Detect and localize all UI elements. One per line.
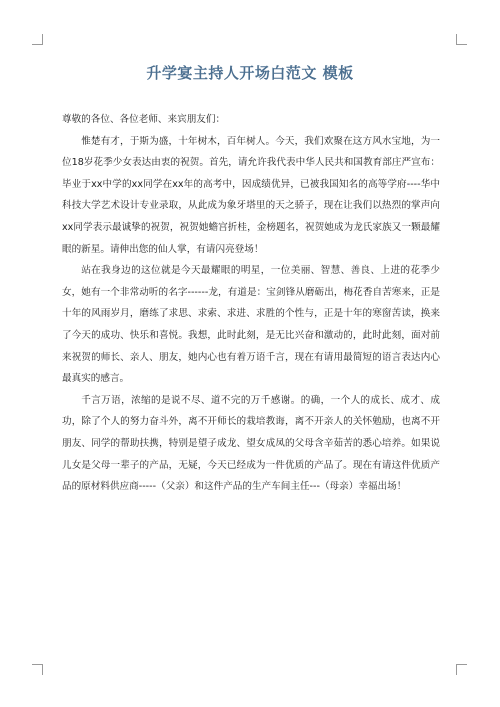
document-title: 升学宴主持人开场白范文 模板 (146, 64, 354, 82)
document-body (62, 109, 440, 498)
crop-mark-top-right (456, 34, 467, 45)
crop-mark-bottom-right (456, 664, 467, 675)
body-paragraph: 惟楚有才，于斯为盛，十年树木，百年树人。今天，我们欢聚在这方风水宝地，为一位18岁花季少女表达由衷的祝贺。首先，请允许我代表中华人民共和国教育部庄严宣布：毕业于xx中学的xx同学在xx年的高考中，因成绩优异，已被我国知名的高等学府----华中科技大学艺术设计专业录取，从此成为象牙塔里的天之骄子，现在让我们以热烈的掌声向xx同学表示最诚挚的祝贺，祝贺她蟾宫折桂，金榜题名，祝贺她成为龙氏家族又一颗最耀眼的新星。请伸出您的仙人掌，有请闪亮登场！ (62, 135, 440, 255)
body-paragraph: 站在我身边的这位就是今天最耀眼的明星，一位美丽、智慧、善良、上进的花季少女，她有一个非常动听的名字------龙，有道是：宝剑锋从磨砺出，梅花香自苦寒来，正是十年的风雨岁月，磨练了求思、求索、求进、求胜的个性与，正是十年的寒窗苦读，换来了今天的成功、快乐和喜悦。我想，此时此刻，是无比兴奋和激动的，此时此刻，面对前来祝贺的师长、亲人、朋友，她内心也有着万语千言，现在有请用最简短的语言表达内心最真实的感言。 (62, 265, 440, 385)
greeting-paragraph: 尊敬的各位、各位老师、来宾朋友们： (62, 114, 226, 125)
body-paragraph: 千言万语，浓缩的是说不尽、道不完的万千感谢。的确，一个人的成长、成才、成功，除了个人的努力奋斗外，离不开师长的栽培教诲，离不开亲人的关怀勉励，也离不开朋友、同学的帮助扶携，特别是望子成龙、望女成凤的父母含辛茹苦的悉心培养。如果说儿女是父母一辈子的产品，无疑，今天已经成为一件优质的产品了。现在有请这件优质产品的原材料供应商-----（父亲）和这件产品的生产车间主任---（母亲）幸福出场！ (62, 394, 440, 493)
crop-mark-bottom-left (32, 664, 43, 675)
crop-mark-top-left (32, 34, 43, 45)
